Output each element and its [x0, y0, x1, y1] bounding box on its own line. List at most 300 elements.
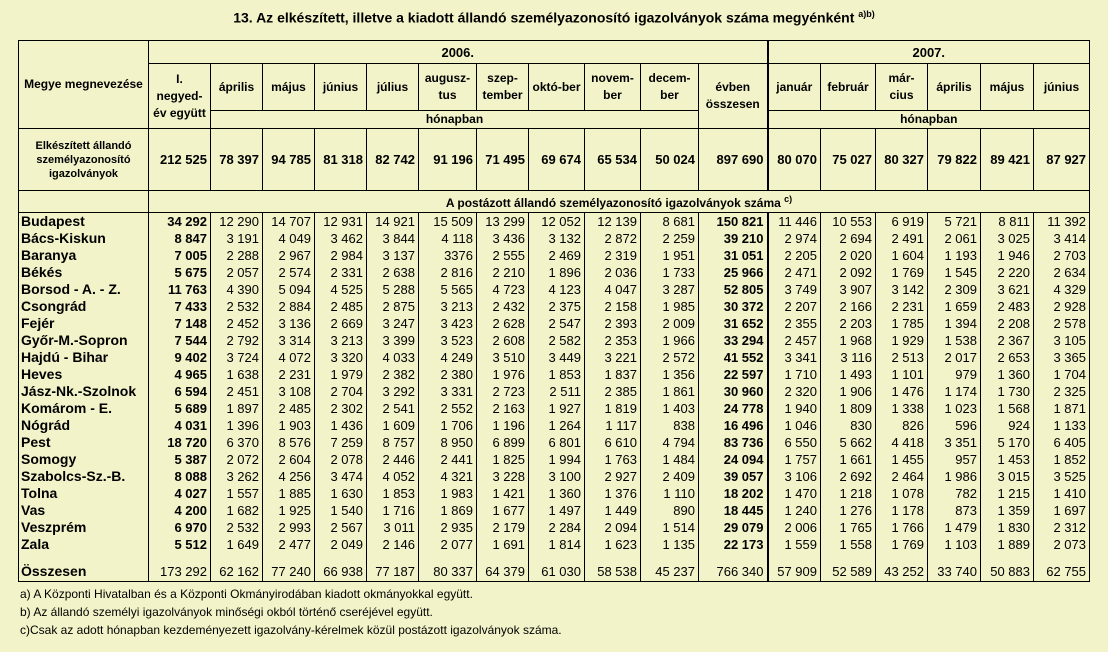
month-value: 3 399: [367, 332, 419, 349]
month-header-2006: április: [211, 64, 263, 111]
spacer-cell: [641, 553, 699, 561]
q1-value: 8 847: [149, 230, 211, 247]
q1-value: 7 433: [149, 298, 211, 315]
month-value: 2 993: [263, 519, 315, 536]
spacer-cell: [315, 553, 367, 561]
month-value: 1 649: [211, 536, 263, 553]
month-value: 2 446: [367, 451, 419, 468]
month-value: 2 210: [477, 264, 529, 281]
month-value: 1 983: [419, 485, 477, 502]
month-value-2007: 1 704: [1034, 366, 1090, 383]
month-value-2007: 3 749: [768, 281, 821, 298]
month-value-2007: 8 811: [981, 213, 1034, 231]
month-value: 3 320: [315, 349, 367, 366]
county-name: Somogy: [19, 451, 149, 468]
month-value: 4 249: [419, 349, 477, 366]
year-total-value: 24 778: [699, 400, 768, 417]
month-value-2007: 3 525: [1034, 468, 1090, 485]
spacer-cell: [211, 553, 263, 561]
month-value: 1 360: [529, 485, 585, 502]
totals-month: 64 379: [477, 561, 529, 582]
month-value-2007: 1 604: [876, 247, 928, 264]
month-value: 1 897: [211, 400, 263, 417]
spacer-cell: [19, 553, 149, 561]
month-value-2007: 6 550: [768, 434, 821, 451]
month-value-2007: 6 919: [876, 213, 928, 231]
month-header-2006: novem-ber: [585, 64, 641, 111]
month-value-2007: 1 769: [876, 264, 928, 281]
month-value: 2 441: [419, 451, 477, 468]
produced-value: 69 674: [529, 129, 585, 191]
month-value: 2 984: [315, 247, 367, 264]
month-value: 8 576: [263, 434, 315, 451]
month-value-2007: 1 174: [928, 383, 981, 400]
year-total-value: 22 173: [699, 536, 768, 553]
county-name: Fejér: [19, 315, 149, 332]
totals-month: 80 337: [419, 561, 477, 582]
month-value-2007: 873: [928, 502, 981, 519]
county-name: Csongrád: [19, 298, 149, 315]
table-row: [19, 349, 1090, 366]
table-row: [19, 281, 1090, 298]
month-value: 3 462: [315, 230, 367, 247]
q1-value: 9 402: [149, 349, 211, 366]
q1-value: 18 720: [149, 434, 211, 451]
month-value: 3 011: [367, 519, 419, 536]
title-footnote-ref: a)b): [858, 9, 875, 19]
year-total-value: 31 652: [699, 315, 768, 332]
month-header-2007: már-cius: [876, 64, 928, 111]
month-value-2007: 2 367: [981, 332, 1034, 349]
county-name: Heves: [19, 366, 149, 383]
month-value: 1 951: [641, 247, 699, 264]
month-value: 1 903: [263, 417, 315, 434]
totals-month: 45 237: [641, 561, 699, 582]
table-row: [19, 451, 1090, 468]
table-row: [19, 468, 1090, 485]
month-value-2007: 2 207: [768, 298, 821, 315]
month-value: 1 609: [367, 417, 419, 434]
q1-value: 7 005: [149, 247, 211, 264]
month-value: 1 896: [529, 264, 585, 281]
month-value-2007: 1 568: [981, 400, 1034, 417]
data-table: [18, 40, 1090, 582]
q1-value: 5 675: [149, 264, 211, 281]
month-value-2007: 2 355: [768, 315, 821, 332]
month-header-2007: január: [768, 64, 821, 111]
month-value: 1 356: [641, 366, 699, 383]
month-value-2007: 10 553: [821, 213, 876, 231]
month-value-2007: 1 929: [876, 332, 928, 349]
table-row: [19, 315, 1090, 332]
month-value: 1 979: [315, 366, 367, 383]
month-value: 3 262: [211, 468, 263, 485]
month-value: 1 976: [477, 366, 529, 383]
month-value: 1 733: [641, 264, 699, 281]
county-header: Megye megnevezése: [19, 41, 149, 129]
produced-value: 81 318: [315, 129, 367, 191]
month-value: 3 221: [585, 349, 641, 366]
year-total-value: 18 445: [699, 502, 768, 519]
month-value: 2 608: [477, 332, 529, 349]
month-value-2007: 1 871: [1034, 400, 1090, 417]
month-header-2006: július: [367, 64, 419, 111]
month-value-2007: 1 101: [876, 366, 928, 383]
month-value-2007: 1 710: [768, 366, 821, 383]
month-value-2007: 2 483: [981, 298, 1034, 315]
month-value: 1 630: [315, 485, 367, 502]
month-value: 1 682: [211, 502, 263, 519]
month-value: 3 136: [263, 315, 315, 332]
month-value: 12 052: [529, 213, 585, 231]
month-value: 2 158: [585, 298, 641, 315]
totals-label: Összesen: [19, 561, 149, 582]
month-value: 3 108: [263, 383, 315, 400]
produced-value: 89 421: [981, 129, 1034, 191]
month-value-2007: 2 073: [1034, 536, 1090, 553]
month-value: 1 819: [585, 400, 641, 417]
month-value-2007: 1 697: [1034, 502, 1090, 519]
per-month-2006: hónapban: [211, 111, 699, 129]
year-total-value: 39 210: [699, 230, 768, 247]
month-value: 2 511: [529, 383, 585, 400]
month-value: 4 256: [263, 468, 315, 485]
county-name: Bács-Kiskun: [19, 230, 149, 247]
spacer-cell: [419, 553, 477, 561]
produced-q1: 212 525: [149, 129, 211, 191]
month-value-2007: 1 338: [876, 400, 928, 417]
month-value-2007: 2 312: [1034, 519, 1090, 536]
table-row: [19, 502, 1090, 519]
month-value: 2 541: [367, 400, 419, 417]
month-value-2007: 1 766: [876, 519, 928, 536]
year-total-value: 83 736: [699, 434, 768, 451]
month-header-2006: szep-tember: [477, 64, 529, 111]
month-value: 2 409: [641, 468, 699, 485]
month-value: 1 376: [585, 485, 641, 502]
spacer-cell: [699, 553, 768, 561]
month-value-2007: 2 061: [928, 230, 981, 247]
month-value-2007: 2 703: [1034, 247, 1090, 264]
month-value: 3 314: [263, 332, 315, 349]
month-value: 4 072: [263, 349, 315, 366]
county-name: Veszprém: [19, 519, 149, 536]
month-value: 890: [641, 502, 699, 519]
produced-value: 94 785: [263, 129, 315, 191]
month-value-2007: 1 453: [981, 451, 1034, 468]
month-value-2007: 1 103: [928, 536, 981, 553]
month-value: 6 801: [529, 434, 585, 451]
produced-value: 50 024: [641, 129, 699, 191]
month-value: 2 875: [367, 298, 419, 315]
month-value: 2 288: [211, 247, 263, 264]
month-value: 2 638: [367, 264, 419, 281]
month-value-2007: 2 471: [768, 264, 821, 281]
county-name: Jász-Nk.-Szolnok: [19, 383, 149, 400]
year-total-value: 52 805: [699, 281, 768, 298]
month-value-2007: 2 513: [876, 349, 928, 366]
month-value: 2 552: [419, 400, 477, 417]
spacer-cell: [585, 553, 641, 561]
month-value-2007: 1 852: [1034, 451, 1090, 468]
spacer-cell: [981, 553, 1034, 561]
county-name: Budapest: [19, 213, 149, 231]
month-value-2007: 1 470: [768, 485, 821, 502]
month-value: 2 574: [263, 264, 315, 281]
month-value: 2 146: [367, 536, 419, 553]
month-value: 1 117: [585, 417, 641, 434]
month-value-2007: 2 634: [1034, 264, 1090, 281]
month-value-2007: 11 446: [768, 213, 821, 231]
month-value: 2 723: [477, 383, 529, 400]
table-title: 13. Az elkészített, illetve a kiadott állandó személyazonosító igazolványok száma megyénként $^{a)b)}$: [233, 9, 875, 26]
month-value: 4 047: [585, 281, 641, 298]
month-header-2006: augusz-tus: [419, 64, 477, 111]
year-total-value: 22 597: [699, 366, 768, 383]
month-value: 1 885: [263, 485, 315, 502]
produced-label: Elkészített állandó személyazonosító igazolványok: [19, 129, 149, 191]
month-value: 1 135: [641, 536, 699, 553]
month-value: 2 452: [211, 315, 263, 332]
month-value-2007: 2 491: [876, 230, 928, 247]
month-value: 8 950: [419, 434, 477, 451]
month-value-2007: 5 721: [928, 213, 981, 231]
month-value-2007: 1 046: [768, 417, 821, 434]
footnotes: [20, 585, 562, 639]
q1-value: 4 965: [149, 366, 211, 383]
month-header-2007: május: [981, 64, 1034, 111]
month-value-2007: 782: [928, 485, 981, 502]
month-value-2007: 2 320: [768, 383, 821, 400]
month-value: 1 691: [477, 536, 529, 553]
month-value: 1 403: [641, 400, 699, 417]
month-value-2007: 3 621: [981, 281, 1034, 298]
month-value-2007: 1 659: [928, 298, 981, 315]
table-row: [19, 536, 1090, 553]
month-value-2007: 979: [928, 366, 981, 383]
month-value-2007: 3 116: [821, 349, 876, 366]
month-value: 3 100: [529, 468, 585, 485]
totals-month: 61 030: [529, 561, 585, 582]
month-value: 1 264: [529, 417, 585, 434]
month-value: 2 628: [477, 315, 529, 332]
per-month-2007: hónapban: [768, 111, 1090, 129]
month-value: 2 927: [585, 468, 641, 485]
month-value-2007: 1 023: [928, 400, 981, 417]
month-value-2007: 3 025: [981, 230, 1034, 247]
table-row: [19, 230, 1090, 247]
totals-month: 77 240: [263, 561, 315, 582]
table-row: [19, 519, 1090, 536]
month-value-2007: 5 662: [821, 434, 876, 451]
month-value: 2 816: [419, 264, 477, 281]
month-value-2007: 1 394: [928, 315, 981, 332]
month-value: 15 509: [419, 213, 477, 231]
month-value: 2 375: [529, 298, 585, 315]
month-value-2007: 1 240: [768, 502, 821, 519]
month-value: 2 669: [315, 315, 367, 332]
month-value: 6 899: [477, 434, 529, 451]
month-value: 3 137: [367, 247, 419, 264]
county-name: Nógrád: [19, 417, 149, 434]
table-row: [19, 417, 1090, 434]
month-value: 1 638: [211, 366, 263, 383]
month-value: 4 052: [367, 468, 419, 485]
month-value: 3 132: [529, 230, 585, 247]
month-value: 2 967: [263, 247, 315, 264]
spacer-cell: [149, 553, 211, 561]
month-value: 1 436: [315, 417, 367, 434]
month-value: 4 049: [263, 230, 315, 247]
month-value-2007: 3 015: [981, 468, 1034, 485]
month-header-2006: decem-ber: [641, 64, 699, 111]
month-header-2007: február: [821, 64, 876, 111]
year-total-value: 33 294: [699, 332, 768, 349]
month-value-2007: 1 410: [1034, 485, 1090, 502]
month-value-2007: 1 765: [821, 519, 876, 536]
produced-value: 87 927: [1034, 129, 1090, 191]
q1-value: 6 594: [149, 383, 211, 400]
county-name: Győr-M.-Sopron: [19, 332, 149, 349]
month-value-2007: 3 351: [928, 434, 981, 451]
month-value-2007: 2 166: [821, 298, 876, 315]
month-value: 1 421: [477, 485, 529, 502]
month-value-2007: 1 545: [928, 264, 981, 281]
table-row: [19, 213, 1090, 231]
month-value: 2 057: [211, 264, 263, 281]
month-value-2007: 596: [928, 417, 981, 434]
table-row: [19, 264, 1090, 281]
month-value: 6 370: [211, 434, 263, 451]
year-total-value: 41 552: [699, 349, 768, 366]
month-value: 1 449: [585, 502, 641, 519]
q1-value: 8 088: [149, 468, 211, 485]
totals-month-2007: 57 909: [768, 561, 821, 582]
month-value: 1 853: [367, 485, 419, 502]
year-2006-header: 2006.: [149, 41, 768, 64]
month-value-2007: 1 809: [821, 400, 876, 417]
county-name: Szabolcs-Sz.-B.: [19, 468, 149, 485]
table-row: [19, 366, 1090, 383]
footnote-c: c)Csak az adott hónapban kezdeményezett igazolvány-kérelmek közül postázott igazolványok száma.: [20, 623, 562, 637]
county-name: Vas: [19, 502, 149, 519]
month-value: 14 921: [367, 213, 419, 231]
totals-month-2007: 33 740: [928, 561, 981, 582]
month-value-2007: 1 276: [821, 502, 876, 519]
year-total-value: 150 821: [699, 213, 768, 231]
month-value: 3 523: [419, 332, 477, 349]
month-value-2007: 1 730: [981, 383, 1034, 400]
table-row: [19, 298, 1090, 315]
month-value-2007: 6 405: [1034, 434, 1090, 451]
month-value: 2 485: [315, 298, 367, 315]
month-value: 2 792: [211, 332, 263, 349]
month-value: 3376: [419, 247, 477, 264]
month-header-2006: októ-ber: [529, 64, 585, 111]
county-name: Hajdú - Bihar: [19, 349, 149, 366]
spacer-cell: [768, 553, 821, 561]
month-value-2007: 4 329: [1034, 281, 1090, 298]
month-value: 8 681: [641, 213, 699, 231]
produced-value: 75 027: [821, 129, 876, 191]
month-value-2007: 1 661: [821, 451, 876, 468]
month-value: 2 049: [315, 536, 367, 553]
produced-value: 65 534: [585, 129, 641, 191]
month-value-2007: 2 694: [821, 230, 876, 247]
q1-header: I. negyed-év együtt: [149, 64, 211, 129]
month-value-2007: 3 106: [768, 468, 821, 485]
q1-value: 7 544: [149, 332, 211, 349]
month-value: 3 247: [367, 315, 419, 332]
q1-value: 5 512: [149, 536, 211, 553]
month-value: 1 966: [641, 332, 699, 349]
month-value-2007: 1 178: [876, 502, 928, 519]
month-value: 3 449: [529, 349, 585, 366]
month-header-2006: május: [263, 64, 315, 111]
month-value: 2 385: [585, 383, 641, 400]
month-value: 2 477: [263, 536, 315, 553]
year-total-value: 39 057: [699, 468, 768, 485]
month-value-2007: 924: [981, 417, 1034, 434]
table-row: [19, 434, 1090, 451]
month-value: 2 284: [529, 519, 585, 536]
month-value-2007: 1 476: [876, 383, 928, 400]
year-total-value: 29 079: [699, 519, 768, 536]
year-total-value: 30 960: [699, 383, 768, 400]
month-value: 1 814: [529, 536, 585, 553]
q1-value: 5 387: [149, 451, 211, 468]
month-value: 1 484: [641, 451, 699, 468]
month-value: 2 319: [585, 247, 641, 264]
q1-value: 11 763: [149, 281, 211, 298]
month-value-2007: 2 006: [768, 519, 821, 536]
month-value: 1 623: [585, 536, 641, 553]
month-value-2007: 1 968: [821, 332, 876, 349]
footnote-b: b) Az állandó személyi igazolványok minőségi okból történő cseréjével együtt.: [20, 605, 433, 619]
month-header-2007: április: [928, 64, 981, 111]
year-total-value: 24 094: [699, 451, 768, 468]
month-value: 1 927: [529, 400, 585, 417]
month-value: 1 861: [641, 383, 699, 400]
month-value: 2 451: [211, 383, 263, 400]
month-value: 8 757: [367, 434, 419, 451]
q1-value: 4 031: [149, 417, 211, 434]
month-value-2007: 5 170: [981, 434, 1034, 451]
totals-month-2007: 50 883: [981, 561, 1034, 582]
county-name: Békés: [19, 264, 149, 281]
table-row: [19, 332, 1090, 349]
month-value-2007: 2 974: [768, 230, 821, 247]
q1-value: 4 200: [149, 502, 211, 519]
month-value: 4 118: [419, 230, 477, 247]
month-value: 1 763: [585, 451, 641, 468]
q1-value: 7 148: [149, 315, 211, 332]
month-value: 2 547: [529, 315, 585, 332]
table-row: [19, 485, 1090, 502]
month-value: 2 382: [367, 366, 419, 383]
month-value: 2 935: [419, 519, 477, 536]
totals-month-2007: 62 755: [1034, 561, 1090, 582]
month-value: 2 572: [641, 349, 699, 366]
month-value: 4 525: [315, 281, 367, 298]
month-value-2007: 1 757: [768, 451, 821, 468]
month-value-2007: 11 392: [1034, 213, 1090, 231]
month-value: 1 925: [263, 502, 315, 519]
spacer-cell: [928, 553, 981, 561]
month-value-2007: 1 946: [981, 247, 1034, 264]
produced-total: 897 690: [699, 129, 768, 191]
month-value: 2 532: [211, 519, 263, 536]
